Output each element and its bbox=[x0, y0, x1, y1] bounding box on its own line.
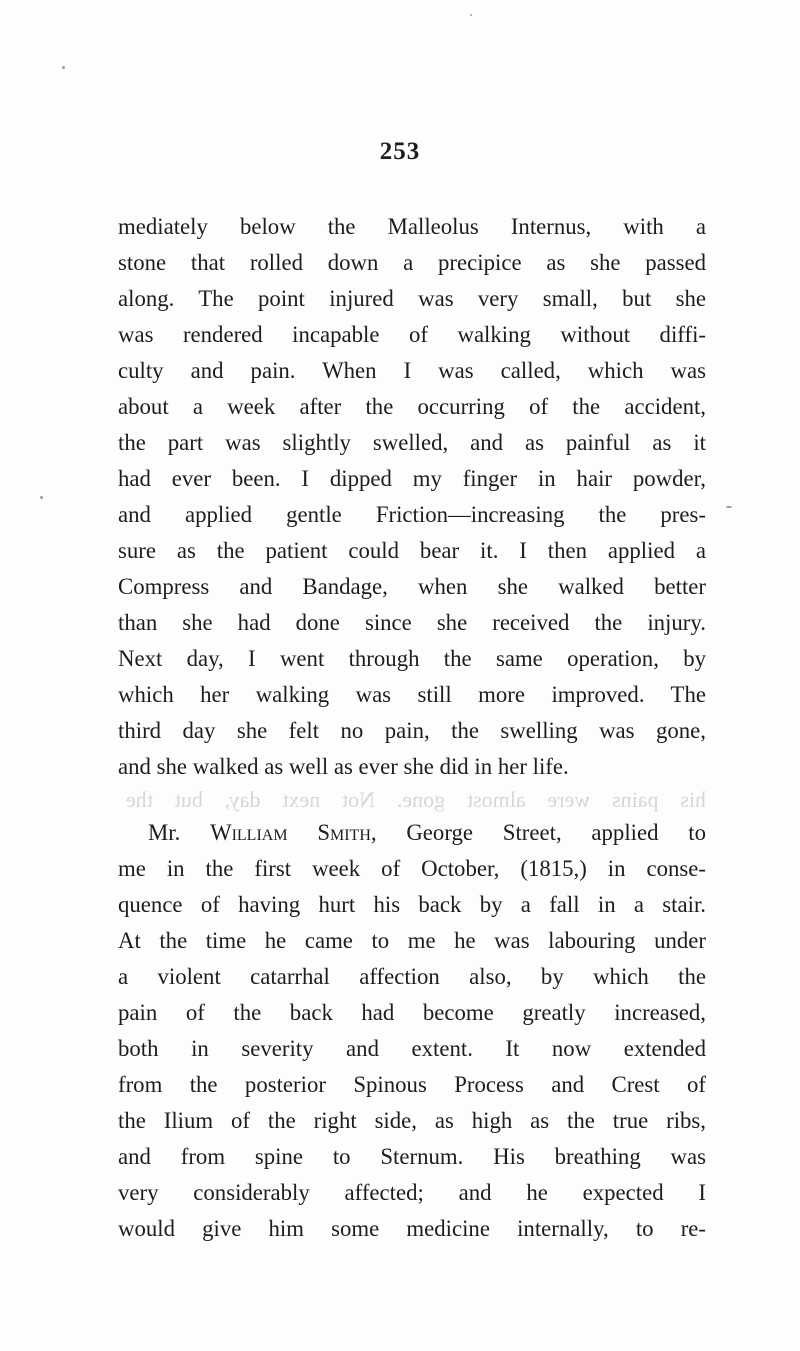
text-line: stone that rolled down a precipice as she passed bbox=[118, 250, 706, 275]
paragraph-1 bbox=[118, 209, 706, 785]
text-line-first bbox=[118, 815, 706, 851]
text-line: a violent catarrhal affection also, by which the bbox=[118, 964, 706, 989]
text-line: and applied gentle Friction—increasing the pres- bbox=[118, 502, 706, 527]
text-line: both in severity and extent. It now extended bbox=[118, 1036, 706, 1061]
text-line: the Ilium of the right side, as high as the true ribs, bbox=[118, 1108, 706, 1133]
paper-speck bbox=[726, 506, 732, 508]
bleed-through-text: his pains were almost gone. Not next day, but the bbox=[126, 787, 706, 812]
text-line: pain of the back had become greatly increased, bbox=[118, 1000, 706, 1025]
paragraph-2 bbox=[118, 815, 706, 1247]
text-line: me in the first week of October, (1815,) in conse- bbox=[118, 856, 706, 881]
text-line: along. The point injured was very small, but she bbox=[118, 286, 706, 311]
person-name: William Smith bbox=[210, 820, 371, 845]
text-line: Next day, I went through the same operation, by bbox=[118, 646, 706, 671]
text-line: about a week after the occurring of the accident, bbox=[118, 394, 706, 419]
text-line: very considerably affected; and he expected I bbox=[118, 1180, 706, 1205]
text-line: the part was slightly swelled, and as painful as it bbox=[118, 430, 706, 455]
text-line: from the posterior Spinous Process and Crest of bbox=[118, 1072, 706, 1097]
page-number: 253 bbox=[379, 138, 421, 165]
text-line: sure as the patient could bear it. I then applied a bbox=[118, 538, 706, 563]
paper-speck bbox=[470, 14, 472, 16]
honorific: Mr. bbox=[148, 820, 211, 845]
text-line: Compress and Bandage, when she walked better bbox=[118, 574, 706, 599]
text-line: and she walked as well as ever she did in her life. bbox=[118, 754, 569, 779]
text-line: than she had done since she received the injury. bbox=[118, 610, 706, 635]
text-line: would give him some medicine internally, to re- bbox=[118, 1216, 706, 1241]
text-line: had ever been. I dipped my finger in hair powder, bbox=[118, 466, 706, 491]
text-line: culty and pain. When I was called, which was bbox=[118, 358, 706, 383]
text-line: was rendered incapable of walking without diffi- bbox=[118, 322, 706, 347]
text-line: third day she felt no pain, the swelling was gone, bbox=[118, 718, 706, 743]
text-line: which her walking was still more improved. The bbox=[118, 682, 706, 707]
text-line: quence of having hurt his back by a fall in a stair. bbox=[118, 892, 706, 917]
text-line: mediately below the Malleolus Internus, with a bbox=[118, 214, 706, 239]
paper-speck bbox=[62, 66, 65, 69]
paper-speck bbox=[40, 496, 43, 499]
text-line: At the time he came to me he was labouring under bbox=[118, 928, 706, 953]
address-clause: , George Street, applied to bbox=[370, 820, 706, 845]
text-line: and from spine to Sternum. His breathing was bbox=[118, 1144, 706, 1169]
